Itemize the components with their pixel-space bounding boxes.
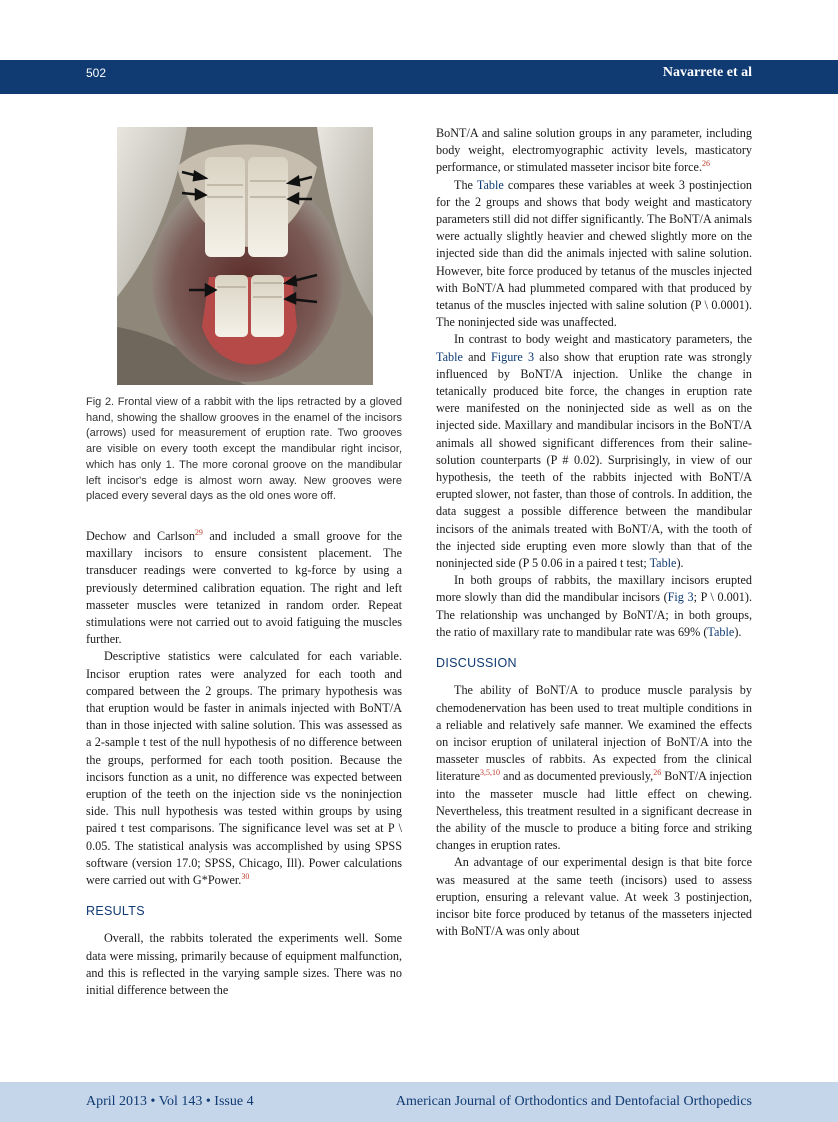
running-header [0,60,838,94]
paragraph: Overall, the rabbits tolerated the experiments well. Some data were missing, primarily because of equipment malfunction, and this is reflected in the varying sample sizes. There was no initial difference between the [86,931,402,998]
table-link[interactable]: Table [649,556,677,571]
journal-title: American Journal of Orthodontics and Dentofacial Orthopedics [395,1094,752,1109]
rabbit-incisors-image [117,127,373,385]
figure-link[interactable]: Fig 3 [667,590,694,605]
running-authors: Navarrete et al [662,65,752,80]
paragraph: In both groups of rabbits, the maxillary incisors erupted more slowly than did the mandibular incisors (Fig 3; P \ 0.001). The relationship was unchanged by BoNT/A; in both groups, the ratio of maxillary rate to mandibular rate was 69% (Table). [436,573,753,639]
running-footer [0,1082,838,1122]
figure-caption: Fig 2. Frontal view of a rabbit with the lips retracted by a gloved hand, showing the shallow grooves in the enamel of the incisors (arrows) used for measurement of eruption rate. Two grooves are visible on every tooth except the mandibular right incisor, which has only 1. The more coronal groove on the mandibular left incisor's edge is almost worn away. New grooves were placed every several days as the old ones wore off. [86,396,402,503]
table-link[interactable]: Table [436,349,463,364]
paragraph: The Table compares these variables at week 3 postinjection for the 2 groups and shows that body weight and masticatory parameters still did not differ significantly. The BoNT/A animals were actually slightly heavier and chewed slightly more on the injected side than did the animals injected with saline solution. However, bite force produced by tetanus of the muscles injected with BoNT/A had plummeted compared with that produced by tetanus of the muscles injected with saline solution (P \ 0.0001). The noninjected side was unaffected. [436,177,753,330]
citation[interactable]: 26 [653,768,662,778]
left-column [86,528,402,999]
figure-link[interactable]: Figure 3 [490,349,535,364]
citation[interactable]: 30 [241,872,250,881]
paragraph: Descriptive statistics were calculated for each variable. Incisor eruption rates were analyzed for each tooth and compared between the 2 groups. The primary hypothesis was that eruption would be faster in animals injected with BoNT/A than in those injected with saline solution. This was assessed as a 2-sample t test of the null hypothesis of no difference between the groups, performed for each tooth position. Because the incisors function as a unit, no difference was expected between eruption of the teeth on the injection side vs the noninjection side. This null hypothesis was tested within groups by using paired t test comparisons. The significance level was set at P \ 0.05. The statistical analysis was accomplished by using SPSS software (version 17.0; SPSS, Chicago, Ill). Power calculations were carried out with G*Power.$^{30}$ [86,649,402,888]
right-column [436,125,752,940]
paragraph: An advantage of our experimental design is that bite force was measured at the same teeth (incisors) used to assess eruption, ensuring a relevant value. At week 3 postinjection, incisor bite force produced by tetanus of the masseters injected with BoNT/A was only about [436,855,752,939]
citation[interactable]: 29 [194,527,203,537]
paragraph: Dechow and Carlson$^{29}$ and included a small groove for the maxillary incisors to ensure consistent placement. The transducer readings were converted to kg-force by using a previously determined calibration equation. The right and left masseter muscles were tetanized in random order. Repeat stimulations were not carried out to avoid fatiguing the muscles further. [86,527,403,647]
citation[interactable]: 3,5,10 [479,768,500,778]
citation[interactable]: 26 [702,159,710,169]
table-link[interactable]: Table [707,624,735,639]
figure-rabbit-incisors-photo [117,127,373,385]
page-number: 502 [86,66,107,80]
table-link[interactable]: Table [476,177,504,192]
issue-info: April 2013 • Vol 143 • Issue 4 [86,1094,254,1109]
paragraph: In contrast to body weight and masticatory parameters, the Table and Figure 3 also show that eruption rate was strongly influenced by BoNT/A injection. Unlike the change in tetanically produced bite force, the changes in eruption rate were manifested on the noninjected side as well as on the injected side. Maxillary and mandibular incisors in the BoNT/A animals all showed significant differences from their saline-solution counterparts (P # 0.02). Surprisingly, in view of our hypothesis, the teeth of the rabbits injected with BoNT/A erupted slower, not faster, than those of controls. In addition, the data suggest a possible difference between the mandibular incisors of the animals treated with BoNT/A, with the tooth of the injected side erupting even more slowly than that of the noninjected side (P 5 0.06 in a paired t test; Table). [436,332,752,571]
paragraph: The ability of BoNT/A to produce muscle paralysis by chemodenervation has been used to treat multiple conditions in a reliable and relatively safe manner. We examined the effects on incisor eruption of unilateral injection of BoNT/A into the masseter muscles of rabbits. As expected from the clinical literature$^{3,5,10}$ and as documented previously,$^{26}$ BoNT/A injection into the masseter muscle had little effect on chewing. Nevertheless, this treatment resulted in a significant decrease in the ability of the muscle to produce a biting force and striking changes in eruption rates. [436,683,752,853]
section-heading-results: RESULTS [86,904,145,919]
paragraph: BoNT/A and saline solution groups in any parameter, including body weight, electromyographic activity levels, masticatory performance, or stimulated masseter incisor bite force.$^{26}$ [436,126,752,175]
section-heading-discussion: DISCUSSION [436,656,517,671]
